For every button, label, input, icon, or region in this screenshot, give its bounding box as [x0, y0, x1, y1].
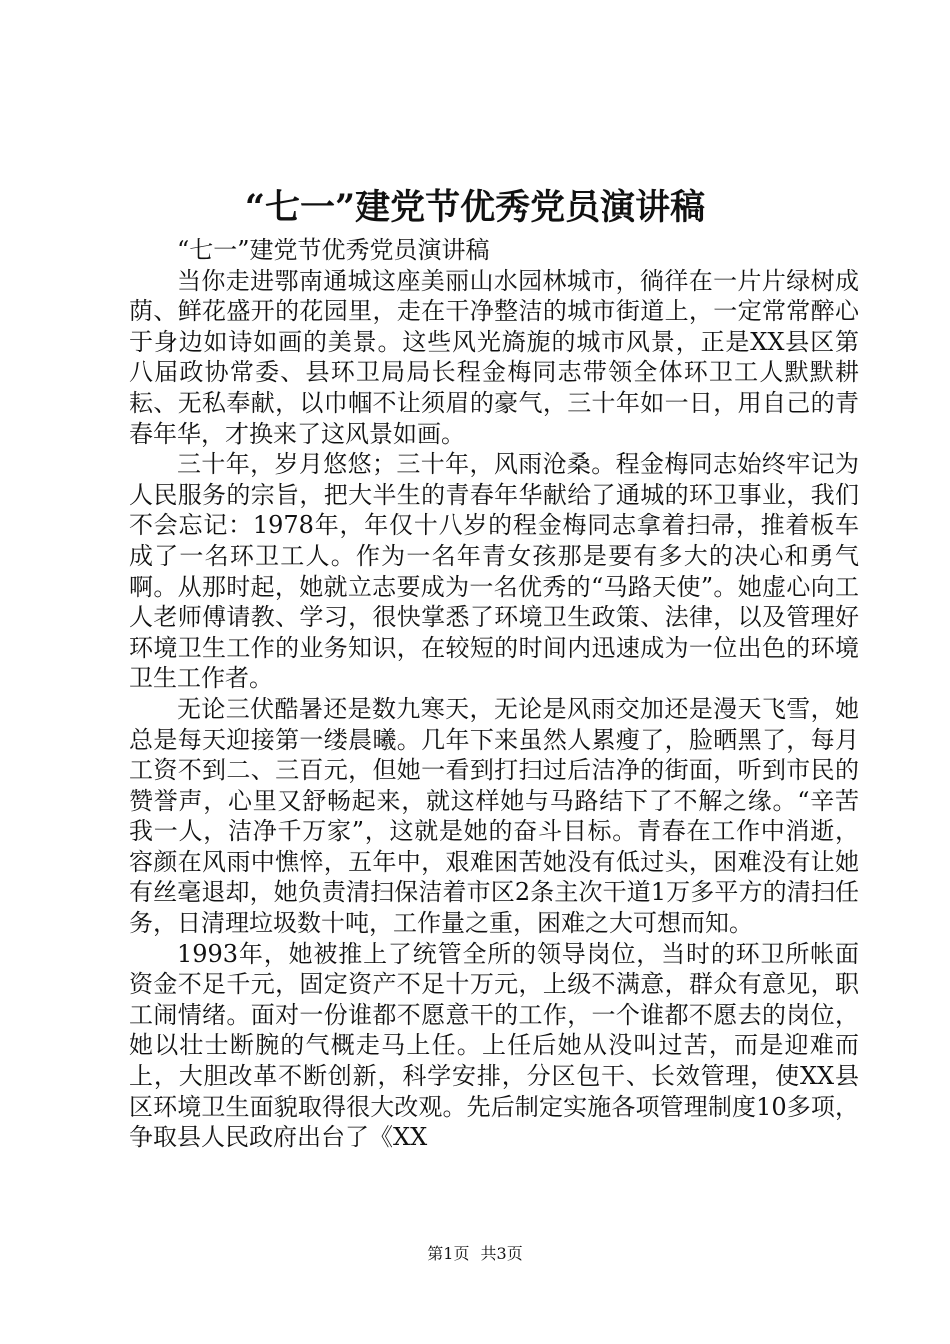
page-number: 第1页 [427, 1244, 470, 1263]
document-body [129, 235, 859, 1153]
paragraph: 1993年，她被推上了统管全所的领导岗位，当时的环卫所帐面资金不足千元，固定资产不足十万元，上级不满意，群众有意见，职工闹情绪。面对一份谁都不愿意干的工作，一个谁都不愿去的岗位，她以壮士断腕的气概走马上任。上任后她从没叫过苦，而是迎难而上，大胆改革不断创新，科学安排，分区包干、长效管理，使XX县区环境卫生面貌取得很大改观。先后制定实施各项管理制度10多项，争取县人民政府出台了《XX [129, 939, 859, 1152]
page-footer [0, 1243, 950, 1265]
paragraph: 当你走进鄂南通城这座美丽山水园林城市，徜徉在一片片绿树成荫、鲜花盛开的花园里，走在干净整洁的城市街道上，一定常常醉心于身边如诗如画的美景。这些风光旖旎的城市风景，正是XX县区第八届政协常委、县环卫局局长程金梅同志带领全体环卫工人默默耕耘、无私奉献，以巾帼不让须眉的豪气，三十年如一日，用自己的青春年华，才换来了这风景如画。 [129, 266, 859, 448]
page-total: 共3页 [480, 1244, 523, 1263]
document-title: “七一”建党节优秀党员演讲稿 [244, 187, 706, 228]
paragraph: “七一”建党节优秀党员演讲稿 [177, 236, 490, 264]
paragraph: 无论三伏酷暑还是数九寒天，无论是风雨交加还是漫天飞雪，她总是每天迎接第一缕晨曦。几年下来虽然人累瘦了，脸晒黑了，每月工资不到二、三百元，但她一看到打扫过后洁净的街面，听到市民的赞誉声，心里又舒畅起来，就这样她与马路结下了不解之缘。“辛苦我一人，洁净千万家”，这就是她的奋斗目标。青春在工作中消逝，容颜在风雨中憔悴，五年中，艰难困苦她没有低过头，困难没有让她有丝毫退却，她负责清扫保洁着市区2条主次干道1万多平方的清扫任务，日清理垃圾数十吨，工作量之重，困难之大可想而知。 [129, 694, 859, 938]
paragraph: 三十年，岁月悠悠；三十年，风雨沧桑。程金梅同志始终牢记为人民服务的宗旨，把大半生的青春年华献给了通城的环卫事业，我们不会忘记：1978年，年仅十八岁的程金梅同志拿着扫帚，推着板车成了一名环卫工人。作为一名年青女孩那是要有多大的决心和勇气啊。从那时起，她就立志要成为一名优秀的“马路天使”。她虚心向工人老师傅请教、学习，很快掌悉了环境卫生政策、法律，以及管理好环境卫生工作的业务知识，在较短的时间内迅速成为一位出色的环境卫生工作者。 [129, 450, 859, 693]
